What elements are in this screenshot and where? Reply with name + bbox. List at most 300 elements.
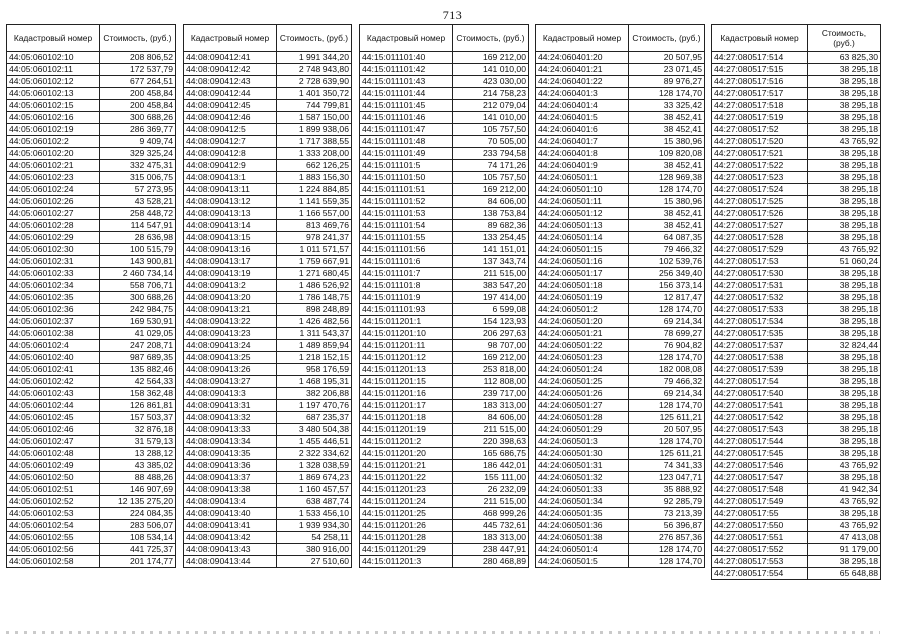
cadastral-number-cell: 44:24:060501:30 [536, 448, 629, 460]
cost-cell: 206 297,63 [453, 328, 529, 340]
cadastral-number-cell: 44:08:090413:3 [184, 388, 277, 400]
table-row [184, 256, 352, 268]
cadastral-number-cell: 44:15:011201:2 [360, 436, 453, 448]
cost-cell: 1 328 038,59 [277, 460, 352, 472]
table-row [536, 544, 705, 556]
cadastral-number-cell: 44:05:060102:12 [7, 76, 100, 88]
table-row [7, 544, 176, 556]
cadastral-number-cell: 44:15:011201:13 [360, 364, 453, 376]
cadastral-number-cell: 44:24:060501:36 [536, 520, 629, 532]
cadastral-number-cell: 44:15:011201:19 [360, 424, 453, 436]
table-row [360, 148, 529, 160]
cost-cell: 38 452,41 [629, 220, 705, 232]
cadastral-number-cell: 44:15:011101:45 [360, 100, 453, 112]
table-row [536, 460, 705, 472]
cost-cell: 38 295,18 [808, 436, 881, 448]
table-row [7, 532, 176, 544]
table-row [360, 328, 529, 340]
table-row [184, 448, 352, 460]
cost-cell: 238 447,91 [453, 544, 529, 556]
cost-cell: 329 325,24 [100, 148, 176, 160]
cost-cell: 38 295,18 [808, 232, 881, 244]
cadastral-number-cell: 44:08:090413:24 [184, 340, 277, 352]
cost-cell: 1 468 195,31 [277, 376, 352, 388]
header-cost: Стоимость, (руб.) [100, 25, 176, 52]
cost-cell: 69 214,34 [629, 316, 705, 328]
cost-cell: 239 717,00 [453, 388, 529, 400]
cadastral-number-cell: 44:05:060102:48 [7, 448, 100, 460]
cadastral-number-cell: 44:27:080517:524 [712, 184, 808, 196]
cadastral-number-cell: 44:05:060102:45 [7, 412, 100, 424]
table-row [536, 100, 705, 112]
cadastral-number-cell: 44:08:090413:41 [184, 520, 277, 532]
table-row [360, 388, 529, 400]
table-row [712, 484, 881, 496]
table-row [360, 364, 529, 376]
cadastral-number-cell: 44:08:090413:31 [184, 400, 277, 412]
table-row [184, 268, 352, 280]
table-row [7, 448, 176, 460]
cost-cell: 280 468,89 [453, 556, 529, 568]
table-row [536, 328, 705, 340]
table-row [712, 196, 881, 208]
table-row [7, 472, 176, 484]
table-row [712, 340, 881, 352]
cost-cell: 114 547,91 [100, 220, 176, 232]
cost-cell: 1 883 156,30 [277, 172, 352, 184]
cadastral-number-cell: 44:15:011101:9 [360, 292, 453, 304]
table-row [360, 532, 529, 544]
cost-cell: 105 757,50 [453, 172, 529, 184]
table-row [360, 256, 529, 268]
cadastral-number-cell: 44:05:060102:24 [7, 184, 100, 196]
cost-cell: 89 682,36 [453, 220, 529, 232]
table-row [7, 376, 176, 388]
table-row [536, 400, 705, 412]
cost-cell: 128 174,70 [629, 88, 705, 100]
cost-cell: 143 900,81 [100, 256, 176, 268]
table-row [712, 148, 881, 160]
table-row [360, 556, 529, 568]
cost-cell: 112 808,00 [453, 376, 529, 388]
table-row [712, 136, 881, 148]
cost-cell: 20 507,95 [629, 424, 705, 436]
cadastral-number-cell: 44:08:090412:41 [184, 52, 277, 64]
cadastral-number-cell: 44:24:060501:5 [536, 556, 629, 568]
table-row [536, 52, 705, 64]
cadastral-number-cell: 44:05:060102:41 [7, 364, 100, 376]
cost-cell: 43 765,92 [808, 520, 881, 532]
cadastral-number-cell: 44:05:060102:49 [7, 460, 100, 472]
cost-cell: 73 213,39 [629, 508, 705, 520]
table-row [536, 196, 705, 208]
cadastral-number-cell: 44:08:090413:23 [184, 328, 277, 340]
table-row [184, 172, 352, 184]
cost-cell: 1 401 350,72 [277, 88, 352, 100]
cost-cell: 1 166 557,00 [277, 208, 352, 220]
table-row [7, 52, 176, 64]
table-row [184, 148, 352, 160]
cost-cell: 38 295,18 [808, 424, 881, 436]
table-row [536, 304, 705, 316]
cost-cell: 65 648,88 [808, 568, 881, 580]
table-row [536, 292, 705, 304]
cadastral-number-cell: 44:05:060102:56 [7, 544, 100, 556]
cost-cell: 123 047,71 [629, 472, 705, 484]
table-row [712, 364, 881, 376]
cost-cell: 813 469,76 [277, 220, 352, 232]
table-row [536, 484, 705, 496]
table-row [184, 52, 352, 64]
cadastral-number-cell: 44:24:060501:33 [536, 484, 629, 496]
cadastral-number-cell: 44:05:060102:38 [7, 328, 100, 340]
cost-cell: 38 295,18 [808, 328, 881, 340]
cost-cell: 35 888,92 [629, 484, 705, 496]
cadastral-number-cell: 44:15:011101:48 [360, 136, 453, 148]
cadastral-number-cell: 44:24:060501:32 [536, 472, 629, 484]
cadastral-number-cell: 44:27:080517:52 [712, 124, 808, 136]
table-row [712, 88, 881, 100]
cadastral-number-cell: 44:05:060102:26 [7, 196, 100, 208]
cost-cell: 20 507,95 [629, 52, 705, 64]
cost-cell: 441 725,37 [100, 544, 176, 556]
table-row [184, 304, 352, 316]
cadastral-number-cell: 44:24:060501:15 [536, 244, 629, 256]
cadastral-number-cell: 44:24:060501:19 [536, 292, 629, 304]
cost-cell: 445 732,61 [453, 520, 529, 532]
cadastral-number-cell: 44:27:080517:521 [712, 148, 808, 160]
cadastral-number-cell: 44:05:060102:52 [7, 496, 100, 508]
cadastral-number-cell: 44:05:060102:27 [7, 208, 100, 220]
table-row [184, 400, 352, 412]
cost-cell: 1 533 456,10 [277, 508, 352, 520]
cadastral-number-cell: 44:27:080517:544 [712, 436, 808, 448]
cost-cell: 182 008,08 [629, 364, 705, 376]
cadastral-number-cell: 44:27:080517:546 [712, 460, 808, 472]
cadastral-number-cell: 44:05:060102:36 [7, 304, 100, 316]
cadastral-number-cell: 44:15:011101:7 [360, 268, 453, 280]
table-row [184, 76, 352, 88]
table-row [7, 364, 176, 376]
cadastral-number-cell: 44:08:090413:38 [184, 484, 277, 496]
table-row [184, 112, 352, 124]
table-row [536, 220, 705, 232]
table-row [7, 328, 176, 340]
cadastral-number-cell: 44:15:011101:5 [360, 160, 453, 172]
cost-cell: 156 373,14 [629, 280, 705, 292]
cost-cell: 38 295,18 [808, 508, 881, 520]
table-row [360, 448, 529, 460]
table-row [360, 520, 529, 532]
cost-cell: 57 273,95 [100, 184, 176, 196]
cost-cell: 38 452,41 [629, 208, 705, 220]
cadastral-number-cell: 44:05:060102:30 [7, 244, 100, 256]
cost-cell: 211 515,00 [453, 268, 529, 280]
table-row [712, 424, 881, 436]
cost-cell: 78 699,27 [629, 328, 705, 340]
table-row [536, 88, 705, 100]
cadastral-number-cell: 44:15:011201:22 [360, 472, 453, 484]
table-row [536, 160, 705, 172]
cadastral-number-cell: 44:08:090413:26 [184, 364, 277, 376]
cadastral-number-cell: 44:27:080517:554 [712, 568, 808, 580]
cadastral-number-cell: 44:24:060501:25 [536, 376, 629, 388]
cost-cell: 200 458,84 [100, 100, 176, 112]
cost-cell: 1 786 148,75 [277, 292, 352, 304]
cadastral-number-cell: 44:05:060102:53 [7, 508, 100, 520]
cadastral-number-cell: 44:05:060102:44 [7, 400, 100, 412]
cadastral-number-cell: 44:27:080517:541 [712, 400, 808, 412]
table-row [184, 232, 352, 244]
cadastral-number-cell: 44:05:060102:28 [7, 220, 100, 232]
cadastral-number-cell: 44:24:060501:22 [536, 340, 629, 352]
table-row [536, 424, 705, 436]
table-row [536, 508, 705, 520]
cost-cell: 1 011 571,57 [277, 244, 352, 256]
cadastral-number-cell: 44:27:080517:543 [712, 424, 808, 436]
cadastral-number-cell: 44:15:011201:16 [360, 388, 453, 400]
table-row [536, 412, 705, 424]
cadastral-number-cell: 44:27:080517:531 [712, 280, 808, 292]
cadastral-number-cell: 44:05:060102:47 [7, 436, 100, 448]
cadastral-number-cell: 44:15:011201:25 [360, 508, 453, 520]
cadastral-number-cell: 44:27:080517:540 [712, 388, 808, 400]
table-row [712, 292, 881, 304]
cost-cell: 2 748 943,80 [277, 64, 352, 76]
table-row [7, 76, 176, 88]
table-row [7, 220, 176, 232]
table-row [360, 112, 529, 124]
table-row [536, 232, 705, 244]
table-row [184, 340, 352, 352]
table-row [712, 544, 881, 556]
cost-cell: 128 174,70 [629, 544, 705, 556]
cadastral-number-cell: 44:05:060102:31 [7, 256, 100, 268]
cadastral-number-cell: 44:24:060501:31 [536, 460, 629, 472]
cadastral-number-cell: 44:27:080517:519 [712, 112, 808, 124]
cost-cell: 638 487,74 [277, 496, 352, 508]
table-row [712, 556, 881, 568]
table-row [712, 508, 881, 520]
table-row [712, 568, 881, 580]
table-row [712, 232, 881, 244]
cost-cell: 155 111,00 [453, 472, 529, 484]
cost-cell: 38 452,41 [629, 124, 705, 136]
table-row [7, 340, 176, 352]
cost-cell: 9 409,74 [100, 136, 176, 148]
table-row [7, 436, 176, 448]
table-row [712, 436, 881, 448]
table-row [712, 124, 881, 136]
table-row [536, 364, 705, 376]
table-row [712, 184, 881, 196]
table-row [712, 172, 881, 184]
cost-cell: 38 295,18 [808, 64, 881, 76]
cadastral-number-cell: 44:24:060401:6 [536, 124, 629, 136]
cadastral-number-cell: 44:27:080517:551 [712, 532, 808, 544]
table-row [7, 508, 176, 520]
cost-cell: 744 799,81 [277, 100, 352, 112]
cadastral-number-cell: 44:15:011201:18 [360, 412, 453, 424]
cost-cell: 201 174,77 [100, 556, 176, 568]
table-row [184, 280, 352, 292]
table-row [712, 76, 881, 88]
table-row [7, 196, 176, 208]
cadastral-number-cell: 44:08:090413:40 [184, 508, 277, 520]
cost-cell: 128 174,70 [629, 304, 705, 316]
cadastral-number-cell: 44:15:011101:51 [360, 184, 453, 196]
table-row [7, 208, 176, 220]
table-row [712, 316, 881, 328]
cost-cell: 154 123,93 [453, 316, 529, 328]
table-row [184, 364, 352, 376]
table-row [7, 520, 176, 532]
cadastral-number-cell: 44:08:090412:43 [184, 76, 277, 88]
cost-cell: 141 010,00 [453, 112, 529, 124]
cost-cell: 1 197 470,76 [277, 400, 352, 412]
table-row [536, 112, 705, 124]
cadastral-number-cell: 44:24:060501:28 [536, 412, 629, 424]
cadastral-number-cell: 44:05:060102:42 [7, 376, 100, 388]
table-row [7, 424, 176, 436]
cost-cell: 38 295,18 [808, 364, 881, 376]
cadastral-number-cell: 44:08:090412:45 [184, 100, 277, 112]
cost-cell: 898 248,89 [277, 304, 352, 316]
cadastral-number-cell: 44:15:011101:8 [360, 280, 453, 292]
cadastral-number-cell: 44:24:060501:18 [536, 280, 629, 292]
cost-cell: 43 528,21 [100, 196, 176, 208]
cost-cell: 141 151,01 [453, 244, 529, 256]
cost-cell: 38 295,18 [808, 160, 881, 172]
cadastral-number-cell: 44:08:090413:32 [184, 412, 277, 424]
cost-cell: 92 285,79 [629, 496, 705, 508]
cost-cell: 42 564,33 [100, 376, 176, 388]
table-row [360, 400, 529, 412]
cadastral-number-cell: 44:15:011101:54 [360, 220, 453, 232]
table-row [7, 88, 176, 100]
cadastral-number-cell: 44:15:011101:52 [360, 196, 453, 208]
table-row [360, 244, 529, 256]
cadastral-table-4 [535, 24, 705, 568]
table-row [7, 484, 176, 496]
cost-cell: 332 475,31 [100, 160, 176, 172]
cost-cell: 958 176,59 [277, 364, 352, 376]
table-row [360, 292, 529, 304]
cost-cell: 200 458,84 [100, 88, 176, 100]
cost-cell: 423 030,00 [453, 76, 529, 88]
cost-cell: 38 452,41 [629, 160, 705, 172]
cadastral-number-cell: 44:27:080517:525 [712, 196, 808, 208]
table-row [7, 400, 176, 412]
cadastral-number-cell: 44:08:090413:14 [184, 220, 277, 232]
cadastral-number-cell: 44:08:090413:44 [184, 556, 277, 568]
table-row [712, 460, 881, 472]
cadastral-number-cell: 44:15:011201:20 [360, 448, 453, 460]
cadastral-number-cell: 44:08:090413:27 [184, 376, 277, 388]
table-row [360, 304, 529, 316]
cost-cell: 38 295,18 [808, 388, 881, 400]
cadastral-number-cell: 44:15:011201:11 [360, 340, 453, 352]
cadastral-number-cell: 44:15:011101:42 [360, 64, 453, 76]
cost-cell: 197 414,00 [453, 292, 529, 304]
table-row [184, 196, 352, 208]
cost-cell: 157 503,37 [100, 412, 176, 424]
table-row [184, 160, 352, 172]
cadastral-number-cell: 44:24:060401:22 [536, 76, 629, 88]
table-row [360, 232, 529, 244]
cost-cell: 1 587 150,00 [277, 112, 352, 124]
header-cost: Стоимость, (руб.) [629, 25, 705, 52]
cost-cell: 135 882,46 [100, 364, 176, 376]
cadastral-number-cell: 44:08:090413:15 [184, 232, 277, 244]
cost-cell: 88 488,26 [100, 472, 176, 484]
cadastral-number-cell: 44:15:011101:56 [360, 244, 453, 256]
cadastral-number-cell: 44:08:090413:35 [184, 448, 277, 460]
table-row [7, 232, 176, 244]
cost-cell: 1 333 208,00 [277, 148, 352, 160]
table-row [712, 376, 881, 388]
cadastral-number-cell: 44:15:011201:29 [360, 544, 453, 556]
table-row [536, 436, 705, 448]
table-row [184, 244, 352, 256]
cost-cell: 126 861,81 [100, 400, 176, 412]
cadastral-number-cell: 44:05:060102:33 [7, 268, 100, 280]
cadastral-number-cell: 44:27:080517:533 [712, 304, 808, 316]
table-row [712, 448, 881, 460]
table-row [712, 388, 881, 400]
cadastral-number-cell: 44:24:060401:4 [536, 100, 629, 112]
cost-cell: 41 029,05 [100, 328, 176, 340]
table-row [184, 472, 352, 484]
cost-cell: 125 611,21 [629, 412, 705, 424]
table-row [360, 136, 529, 148]
cadastral-number-cell: 44:15:011201:3 [360, 556, 453, 568]
cost-cell: 172 537,79 [100, 64, 176, 76]
cost-cell: 380 916,00 [277, 544, 352, 556]
cadastral-number-cell: 44:27:080517:515 [712, 64, 808, 76]
cost-cell: 138 753,84 [453, 208, 529, 220]
table-row [360, 412, 529, 424]
cadastral-number-cell: 44:08:090412:5 [184, 124, 277, 136]
cadastral-number-cell: 44:24:060401:8 [536, 148, 629, 160]
table-row [360, 472, 529, 484]
cadastral-number-cell: 44:27:080517:545 [712, 448, 808, 460]
table-row [360, 484, 529, 496]
cost-cell: 383 547,20 [453, 280, 529, 292]
table-row [536, 136, 705, 148]
table-row [7, 100, 176, 112]
header-cost: Стоимость, (руб.) [277, 25, 352, 52]
cadastral-number-cell: 44:24:060501:38 [536, 532, 629, 544]
cost-cell: 125 611,21 [629, 448, 705, 460]
cadastral-number-cell: 44:15:011201:1 [360, 316, 453, 328]
cost-cell: 91 179,00 [808, 544, 881, 556]
cadastral-number-cell: 44:27:080517:54 [712, 376, 808, 388]
cadastral-number-cell: 44:08:090413:42 [184, 532, 277, 544]
table-row [360, 508, 529, 520]
cadastral-number-cell: 44:05:060102:15 [7, 100, 100, 112]
cost-cell: 169 212,00 [453, 52, 529, 64]
cadastral-number-cell: 44:27:080517:523 [712, 172, 808, 184]
cost-cell: 256 349,40 [629, 268, 705, 280]
table-row [7, 184, 176, 196]
table-row [536, 448, 705, 460]
cost-cell: 38 295,18 [808, 472, 881, 484]
cadastral-number-cell: 44:27:080517:553 [712, 556, 808, 568]
table-row [184, 64, 352, 76]
cost-cell: 158 362,48 [100, 388, 176, 400]
cadastral-number-cell: 44:08:090413:20 [184, 292, 277, 304]
